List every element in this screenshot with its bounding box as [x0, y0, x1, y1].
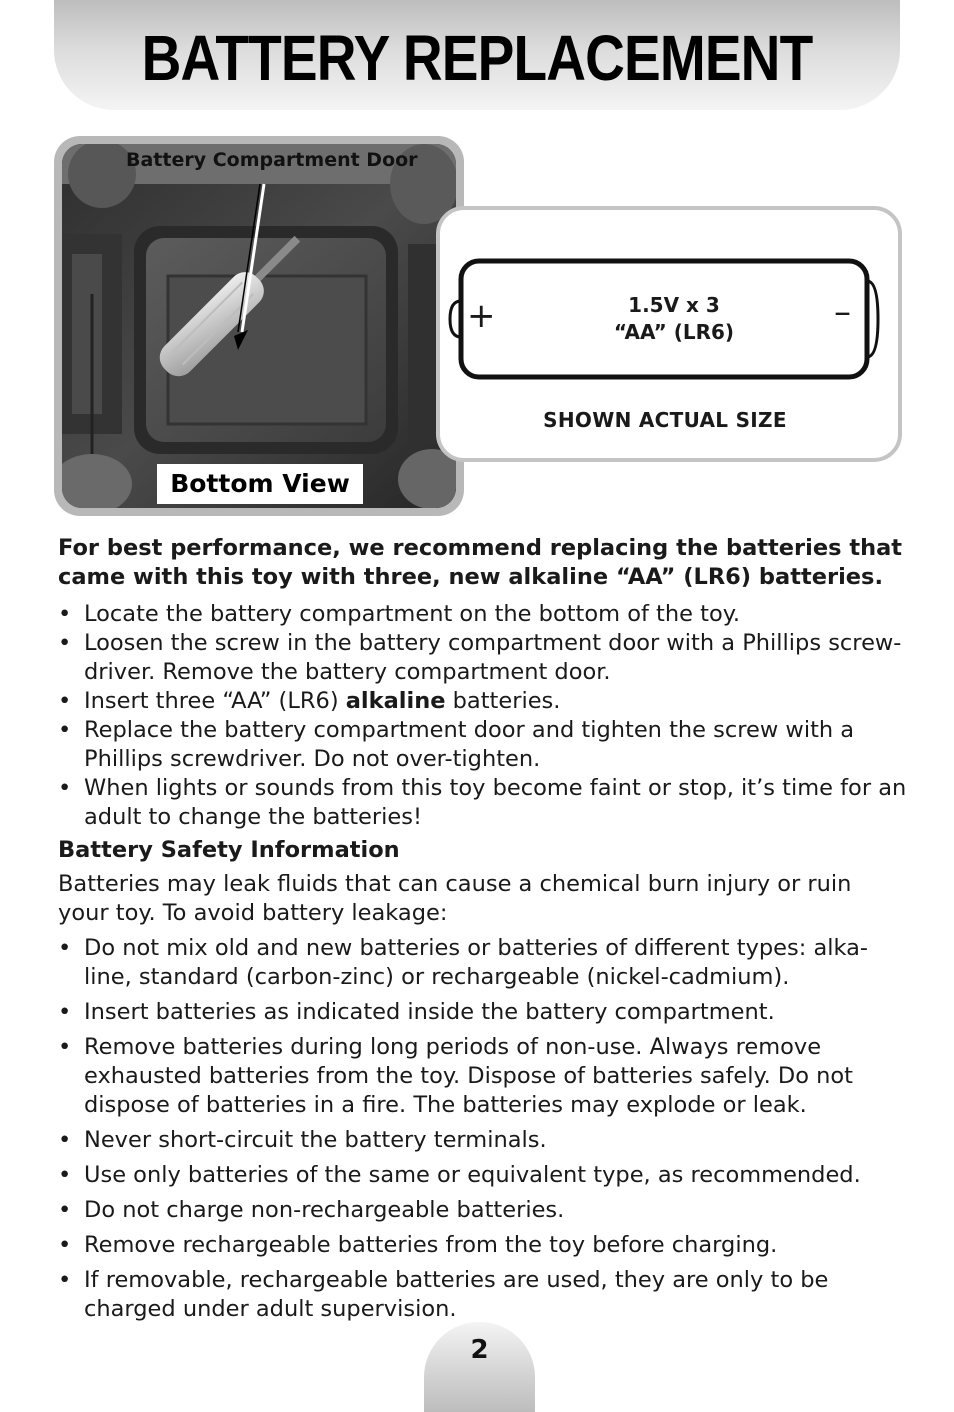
bullet-icon: • [58, 1162, 72, 1188]
battery-door-callout: Battery Compartment Door [126, 149, 418, 171]
list-item: • When lights or sounds from this toy become faint or stop, it’s time for an adult to change the batteries! [58, 775, 907, 830]
bottom-view-photo [54, 136, 464, 516]
safety-paragraph: Batteries may leak fluids that can cause a chemical burn injury or ruin your toy. To avoid battery leakage: [58, 871, 852, 926]
instructions [58, 534, 908, 1330]
list-item: • Loosen the screw in the battery compartment door with a Phillips screw-driver. Remove the battery compartment door. [58, 630, 902, 685]
photo-image [62, 144, 456, 508]
page-title: BATTERY REPLACEMENT [141, 22, 813, 94]
bullet-icon: • [58, 630, 72, 656]
list-item: • If removable, rechargeable batteries are used, they are only to be charged under adult supervision. [58, 1267, 829, 1322]
replacement-steps [58, 600, 908, 832]
bullet-icon: • [58, 1197, 72, 1223]
list-item: • Never short-circuit the battery terminals. [58, 1127, 547, 1153]
actual-size-caption: SHOWN ACTUAL SIZE [543, 408, 787, 432]
battery-spec-voltage: 1.5V x 3 [628, 293, 720, 317]
bullet-icon: • [58, 717, 72, 743]
bullet-icon: • [58, 1034, 72, 1060]
alkaline-emphasis: alkaline [345, 688, 446, 714]
bullet-icon: • [58, 1232, 72, 1258]
bullet-icon: • [58, 601, 72, 627]
list-item: • Do not mix old and new batteries or batteries of different types: alka-line, standard (carbon-zinc) or rechargeable (nickel-cadmium). [58, 935, 869, 990]
bullet-icon: • [58, 775, 72, 801]
positive-terminal-icon: + [467, 296, 496, 336]
bullet-icon: • [58, 688, 72, 714]
page-number: 2 [470, 1335, 489, 1365]
list-item: • Use only batteries of the same or equivalent type, as recommended. [58, 1162, 861, 1188]
list-item: • Replace the battery compartment door and tighten the screw with a Phillips screwdriver. Do not over-tighten. [58, 717, 855, 772]
battery-spec-type: “AA” (LR6) [613, 320, 735, 344]
list-item: • Do not charge non-rechargeable batteries. [58, 1197, 565, 1223]
bullet-icon: • [58, 1127, 72, 1153]
list-item: • Insert three “AA” (LR6) alkaline batteries. [58, 688, 561, 714]
negative-terminal-icon: – [834, 292, 851, 332]
list-item: • Remove rechargeable batteries from the toy before charging. [58, 1232, 778, 1258]
list-item: • Insert batteries as indicated inside the battery compartment. [58, 999, 775, 1025]
intro-paragraph: For best performance, we recommend replacing the batteries that came with this toy with three, new alkaline “AA” (LR6) batteries. [58, 535, 903, 590]
bullet-icon: • [58, 935, 72, 961]
safety-heading: Battery Safety Information [58, 837, 400, 863]
list-item: • Locate the battery compartment on the bottom of the toy. [58, 601, 740, 627]
bottom-view-label: Bottom View [157, 464, 363, 504]
battery-spec [560, 292, 788, 346]
toy-bottom-illustration [62, 144, 456, 508]
bullet-icon: • [58, 1267, 72, 1293]
safety-list [58, 934, 908, 1324]
list-item: • Remove batteries during long periods of non-use. Always remove exhausted batteries from the toy. Dispose of batteries safely. Do not dispose of batteries in a fire. The batteries may explode or leak. [58, 1034, 853, 1118]
bullet-icon: • [58, 999, 72, 1025]
